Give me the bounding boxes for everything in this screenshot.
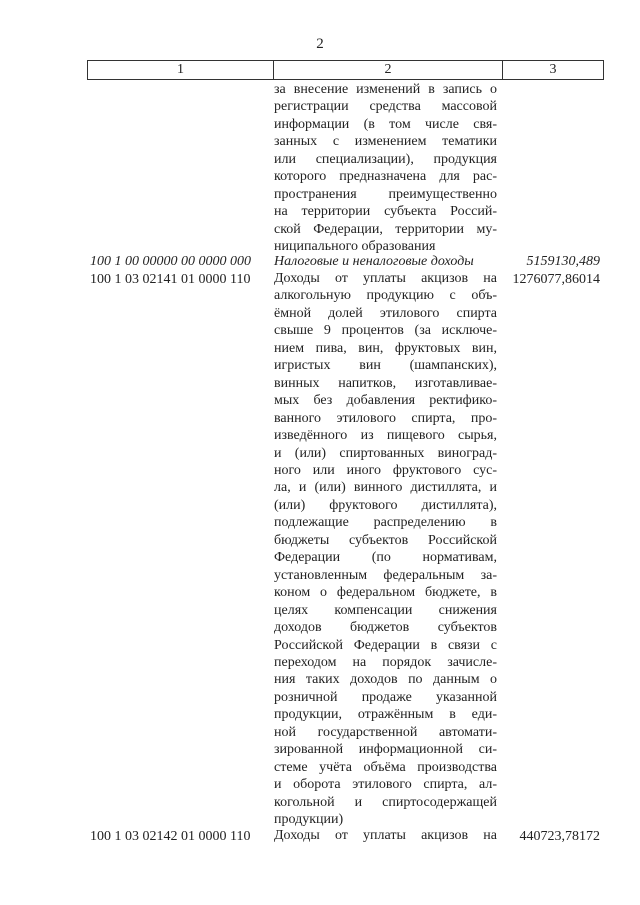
text-line: ванного этилового спирта, про-: [274, 410, 497, 426]
text-line: Федерации (по нормативам,: [274, 550, 497, 566]
page-number: 2: [316, 36, 324, 52]
text-line: коном о федеральном бюджете, в: [274, 585, 497, 601]
header-col-1: 1: [88, 61, 274, 79]
text-line: игристых вин (шампанских),: [274, 358, 497, 374]
text-line: продукции, отражённым в еди-: [274, 707, 497, 723]
row-name: [274, 270, 497, 829]
text-line: свыше 9 процентов (за исключе-: [274, 323, 497, 339]
text-line: целях компенсации снижения: [274, 602, 497, 618]
text-line: нием пива, вин, фруктовых вин,: [274, 340, 497, 356]
text-line: винных напитков, изготавливае-: [274, 375, 497, 391]
text-line: ного или иного фруктового сус-: [274, 462, 497, 478]
text-line: на территории субъекта Россий-: [274, 204, 497, 220]
row-value: 440723,78172: [519, 829, 600, 844]
text-line: алкогольную продукцию с объ-: [274, 288, 497, 304]
text-line: зированной информационной си-: [274, 742, 497, 758]
text-line: ской Федерации, территории му-: [274, 221, 497, 237]
row-name: Налоговые и неналоговые доходы: [274, 254, 474, 269]
row-code: 100 1 03 02142 01 0000 110: [90, 829, 251, 844]
text-line: розничной продаже указанной: [274, 689, 497, 705]
header-col-3: 3: [549, 62, 557, 77]
row-value: 1276077,86014: [512, 272, 600, 287]
row-name: [274, 827, 497, 844]
text-line: доходов бюджетов субъектов: [274, 620, 497, 636]
text-line: Доходы от уплаты акцизов на: [274, 271, 497, 286]
text-line: бюджеты субъектов Российской: [274, 532, 497, 548]
text-line: установленным федеральным за-: [274, 567, 497, 583]
row-code: 100 1 00 00000 00 0000 000: [90, 254, 251, 269]
text-line: ной государственной автомати-: [274, 724, 497, 740]
text-line: и (или) спиртованных виноград-: [274, 445, 497, 461]
table-header: [87, 60, 604, 80]
text-line: занных с изменением тематики: [274, 134, 497, 150]
text-line: когольной и спиртосодержащей: [274, 794, 497, 810]
text-line: ниципального образования: [274, 239, 436, 255]
text-line: регистрации средства массовой: [274, 99, 497, 115]
text-line: продукции): [274, 812, 344, 828]
text-line: которого предназначена для рас-: [274, 169, 497, 185]
row-code: 100 1 03 02141 01 0000 110: [90, 272, 251, 287]
text-line: изведённого из пищевого сырья,: [274, 428, 497, 444]
text-line: Доходы от уплаты акцизов на: [274, 828, 497, 843]
text-line: Российской Федерации в связи с: [274, 637, 497, 653]
text-line: информации (в том числе свя-: [274, 116, 497, 132]
text-line: переходом на порядок зачисле-: [274, 654, 497, 670]
text-line: или специализации), продукция: [274, 151, 497, 167]
text-line: ла, и (или) винного дистиллята, и: [274, 480, 497, 496]
text-line: за внесение изменений в запись о: [274, 82, 497, 97]
text-line: подлежащие распределению в: [274, 515, 497, 531]
text-line: стеме учёта объёма производства: [274, 759, 497, 775]
text-line: ёмной долей этилового спирта: [274, 305, 497, 321]
row-value: 5159130,489: [526, 254, 600, 269]
text-line: пространения преимущественно: [274, 186, 497, 202]
text-line: (или) фруктового дистиллята),: [274, 497, 497, 513]
continued-row-text: [274, 81, 497, 256]
text-line: и оборота этилового спирта, ал-: [274, 777, 497, 793]
header-col-2: 2: [274, 61, 503, 79]
text-line: ния таких доходов по данным о: [274, 672, 497, 688]
text-line: мых без добавления ректифико-: [274, 393, 497, 409]
